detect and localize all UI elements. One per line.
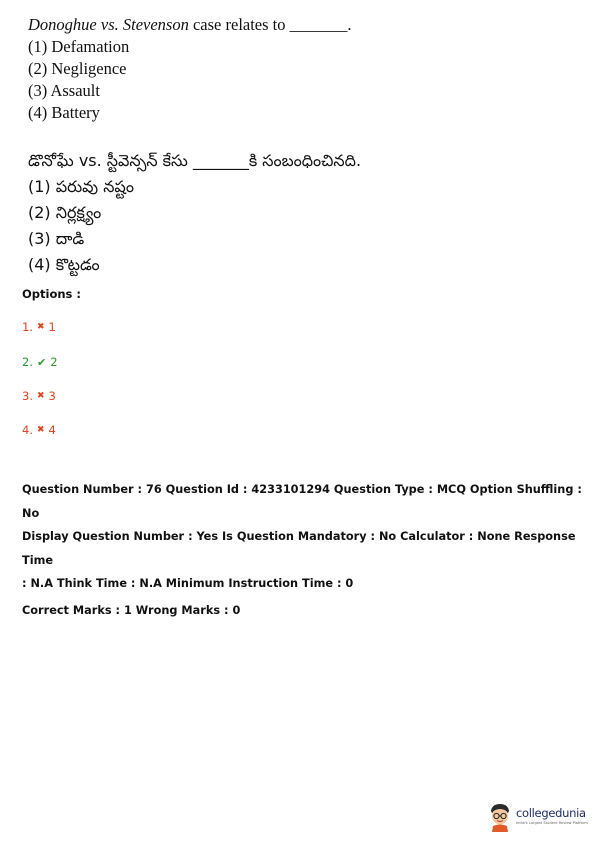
answer-option-number: 1. xyxy=(22,320,33,334)
cross-icon: ✖ xyxy=(36,391,45,401)
mascot-icon xyxy=(487,802,513,832)
cross-icon: ✖ xyxy=(36,322,45,332)
logo-wordmark xyxy=(516,808,588,825)
answer-option-number: 3. xyxy=(22,389,33,403)
question-option-english-1: (1) Defamation xyxy=(28,37,130,56)
case-name-part1: Donoghue xyxy=(28,15,97,34)
question-option-english-3: (3) Assault xyxy=(28,81,100,100)
question-metadata xyxy=(22,478,582,622)
logo-name: collegedunia xyxy=(516,806,586,821)
answer-option-4 xyxy=(22,423,56,437)
cross-icon: ✖ xyxy=(36,425,45,435)
answer-option-value: 3 xyxy=(48,389,56,403)
answer-option-2 xyxy=(22,355,58,369)
question-option-telugu-4: (4) కొట్టడం xyxy=(28,255,100,274)
metadata-line-3: : N.A Think Time : N.A Minimum Instruction Time : 0 xyxy=(22,577,354,590)
answer-option-value: 2 xyxy=(50,355,58,369)
question-title-english xyxy=(28,14,568,36)
answer-option-1 xyxy=(22,320,56,334)
question-title-telugu: డొనోఘే vs. స్టీవెన్సన్ కేసు _______కి సంబంధించినది. xyxy=(28,151,362,170)
question-option-english-2: (2) Negligence xyxy=(28,59,127,78)
case-name-part2: Stevenson xyxy=(122,15,189,34)
question-option-telugu-2: (2) నిర్లక్ష్యం xyxy=(28,203,102,222)
logo-tagline: India's Largest Student Review Platform xyxy=(516,820,588,825)
answer-option-value: 1 xyxy=(48,320,56,334)
question-option-english-4: (4) Battery xyxy=(28,103,100,122)
answer-option-value: 4 xyxy=(48,423,56,437)
metadata-line-1: Question Number : 76 Question Id : 4233101294 Question Type : MCQ Option Shuffling : No xyxy=(22,483,582,520)
answer-option-number: 2. xyxy=(22,355,33,369)
check-icon: ✔ xyxy=(36,355,47,369)
collegedunia-logo xyxy=(487,799,591,835)
question-option-telugu-1: (1) పరువు నష్టం xyxy=(28,177,134,196)
question-option-telugu-3: (3) దాడి xyxy=(28,229,85,248)
question-title-rest: case relates to _______. xyxy=(188,15,352,34)
answer-option-3 xyxy=(22,389,56,403)
question-telugu xyxy=(28,148,568,278)
answer-option-number: 4. xyxy=(22,423,33,437)
question-english xyxy=(28,14,568,124)
metadata-line-2: Display Question Number : Yes Is Question Mandatory : No Calculator : None Response Time xyxy=(22,530,576,567)
options-heading: Options : xyxy=(22,287,81,301)
case-name-vs: vs. xyxy=(96,15,123,34)
marks-line: Correct Marks : 1 Wrong Marks : 0 xyxy=(22,603,241,617)
